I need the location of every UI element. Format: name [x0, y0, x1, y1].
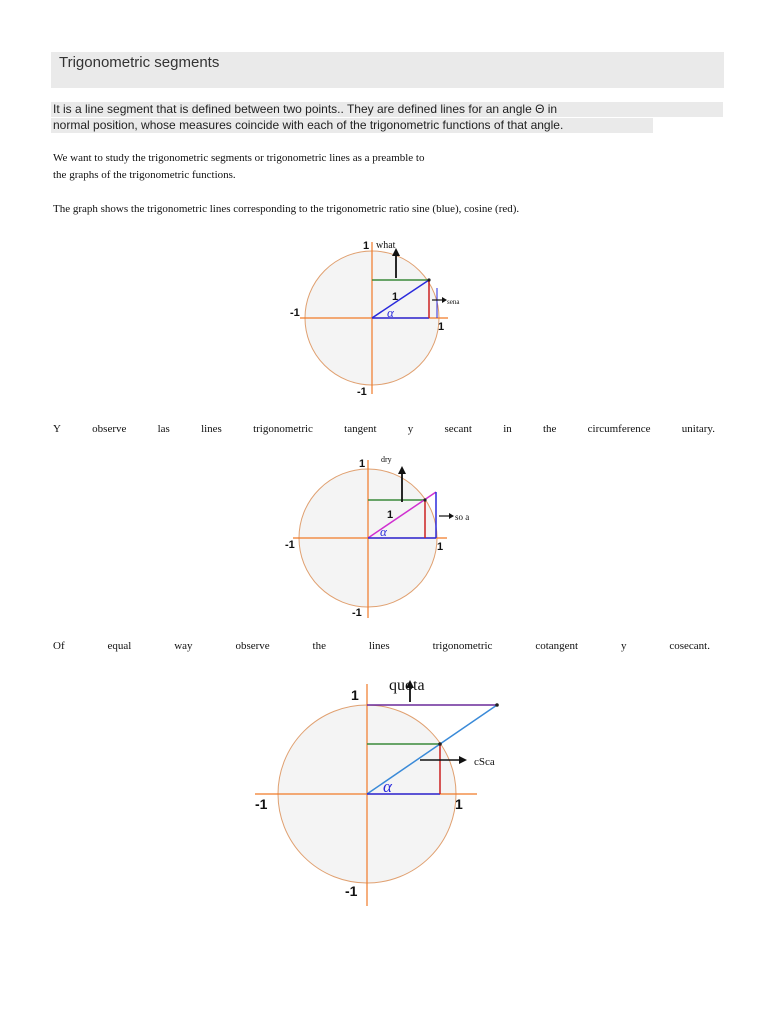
fig1-left-label: -1	[290, 307, 300, 319]
para4-word: the	[312, 640, 326, 652]
para3-word: secant	[444, 423, 472, 435]
intro-line-2: normal position, whose measures coincide with each of the trigonometric functions of that angle.	[51, 118, 653, 133]
point-marker	[423, 498, 426, 501]
intro-line-1: It is a line segment that is defined between two points.. They are defined lines for an angle Θ in	[51, 102, 723, 117]
para3-word: the	[542, 423, 557, 435]
para4-word: observe	[235, 640, 270, 652]
fig2-bottom-label: -1	[352, 607, 362, 619]
side-arrowhead	[449, 513, 454, 519]
fig3-side-label: cSca	[474, 756, 495, 768]
title-bar	[51, 52, 724, 88]
fig2-side-label: so a	[455, 512, 470, 522]
fig3-up-label: quota	[389, 677, 425, 694]
fig1-bottom-label: -1	[357, 386, 367, 398]
para4-word: trigonometric	[432, 640, 493, 652]
fig3-left-label: -1	[255, 796, 268, 812]
page-title: Trigonometric segments	[59, 54, 220, 71]
point-marker	[438, 742, 442, 746]
para4-word: y	[620, 640, 627, 652]
para4-word: cosecant.	[669, 640, 710, 652]
para1-line-2: the graphs of the trigonometric functions.	[53, 169, 236, 181]
para3-word: y	[407, 423, 414, 435]
cot-point-marker	[495, 703, 499, 707]
fig3-bottom-label: -1	[345, 883, 358, 899]
para3-word: lines	[201, 423, 222, 435]
figure-sine-cosine	[280, 232, 500, 402]
para4-word: equal	[107, 640, 132, 652]
para3-word: circumference	[587, 423, 651, 435]
para3	[53, 423, 715, 435]
figure-tangent-secant	[275, 450, 505, 625]
fig1-top-label: 1	[363, 240, 370, 252]
para4-word: lines	[368, 640, 390, 652]
fig2-radius-label: 1	[387, 509, 394, 521]
para2: The graph shows the trigonometric lines corresponding to the trigonometric ratio sine (blue), cosine (red).	[53, 203, 520, 215]
fig3-angle-label: α	[383, 777, 392, 796]
figure-cotangent-cosecant	[245, 672, 545, 912]
fig2-top-label: 1	[359, 458, 366, 470]
para4-word: cotangent	[535, 640, 579, 652]
fig2-left-label: -1	[285, 539, 295, 551]
fig1-up-label: what	[376, 240, 396, 251]
side-arrowhead	[459, 756, 467, 764]
para4-word: way	[174, 640, 193, 652]
fig2-up-label: dry	[381, 455, 392, 464]
fig3-right-label: 1	[455, 796, 463, 812]
para4	[53, 640, 710, 652]
fig3-top-label: 1	[351, 687, 359, 703]
para3-word: observe	[92, 423, 127, 435]
para3-word: in	[503, 423, 512, 435]
fig1-right-label: 1	[438, 321, 445, 333]
para1-line-1: We want to study the trigonometric segments or trigonometric lines as a preamble to	[53, 152, 425, 164]
para3-word: Y	[53, 423, 61, 435]
fig2-right-label: 1	[437, 541, 444, 553]
fig1-radius-label: 1	[392, 291, 399, 303]
point-marker	[427, 278, 430, 281]
para3-word: unitary.	[681, 423, 715, 435]
para3-word: tangent	[344, 423, 377, 435]
fig1-side-label: sena	[447, 298, 460, 306]
fig1-angle-label: α	[387, 305, 394, 320]
para3-word: las	[157, 423, 170, 435]
para4-word: Of	[53, 640, 65, 652]
fig2-angle-label: α	[380, 524, 387, 539]
para3-word: trigonometric	[253, 423, 313, 435]
up-arrowhead	[398, 466, 406, 474]
